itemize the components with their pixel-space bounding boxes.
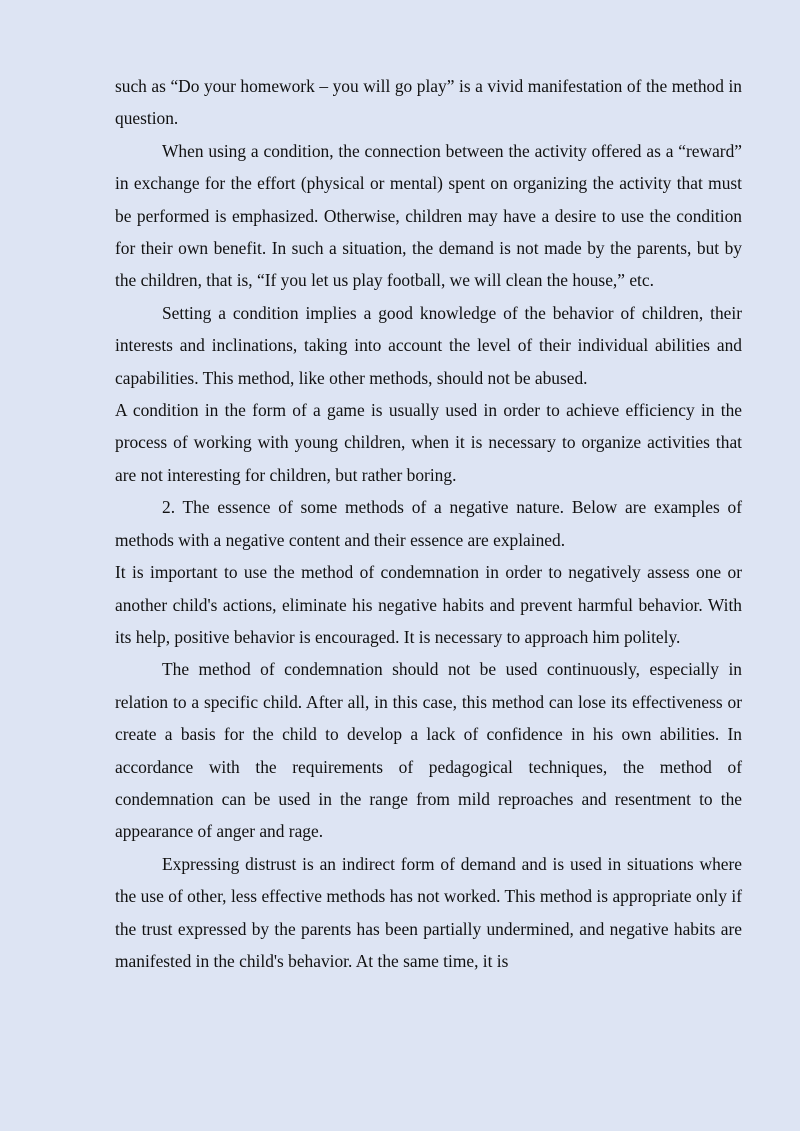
paragraph-7: The method of condemnation should not be used continuously, especially in relation to a specific child. After all, in this case, this method can lose its effectiveness or create a basis for the child to develop a lack of confidence in his own abilities. In accordance with the requirements of pedagogical techniques, the method of condemnation can be used in the range from mild reproaches and resentment to the appearance of anger and rage. bbox=[115, 659, 742, 842]
paragraph-5: 2. The essence of some methods of a negative nature. Below are examples of methods with a negative content and their essence are explained. bbox=[115, 497, 742, 550]
paragraph-1: such as “Do your homework – you will go play” is a vivid manifestation of the method in question. bbox=[115, 76, 742, 129]
document-page bbox=[115, 70, 742, 977]
paragraph-8: Expressing distrust is an indirect form of demand and is used in situations where the use of other, less effective methods has not worked. This method is appropriate only if the trust expressed by the parents has been partially undermined, and negative habits are manifested in the child's behavior. At the same time, it is bbox=[115, 853, 742, 971]
paragraph-4: A condition in the form of a game is usually used in order to achieve efficiency in the process of working with young children, when it is necessary to organize activities that are not interesting for children, but rather boring. bbox=[115, 400, 742, 485]
paragraph-2: When using a condition, the connection between the activity offered as a “reward” in exchange for the effort (physical or mental) spent on organizing the activity that must be performed is emphasized. Otherwise, children may have a desire to use the condition for their own benefit. In such a situation, the demand is not made by the parents, but by the children, that is, “If you let us play football, we will clean the house,” etc. bbox=[115, 140, 742, 291]
paragraph-3: Setting a condition implies a good knowledge of the behavior of children, their interests and inclinations, taking into account the level of their individual abilities and capabilities. This method, like other methods, should not be abused. bbox=[115, 302, 742, 388]
paragraph-6: It is important to use the method of condemnation in order to negatively assess one or another child's actions, eliminate his negative habits and prevent harmful behavior. With its help, positive behavior is encouraged. It is necessary to approach him politely. bbox=[115, 562, 742, 647]
